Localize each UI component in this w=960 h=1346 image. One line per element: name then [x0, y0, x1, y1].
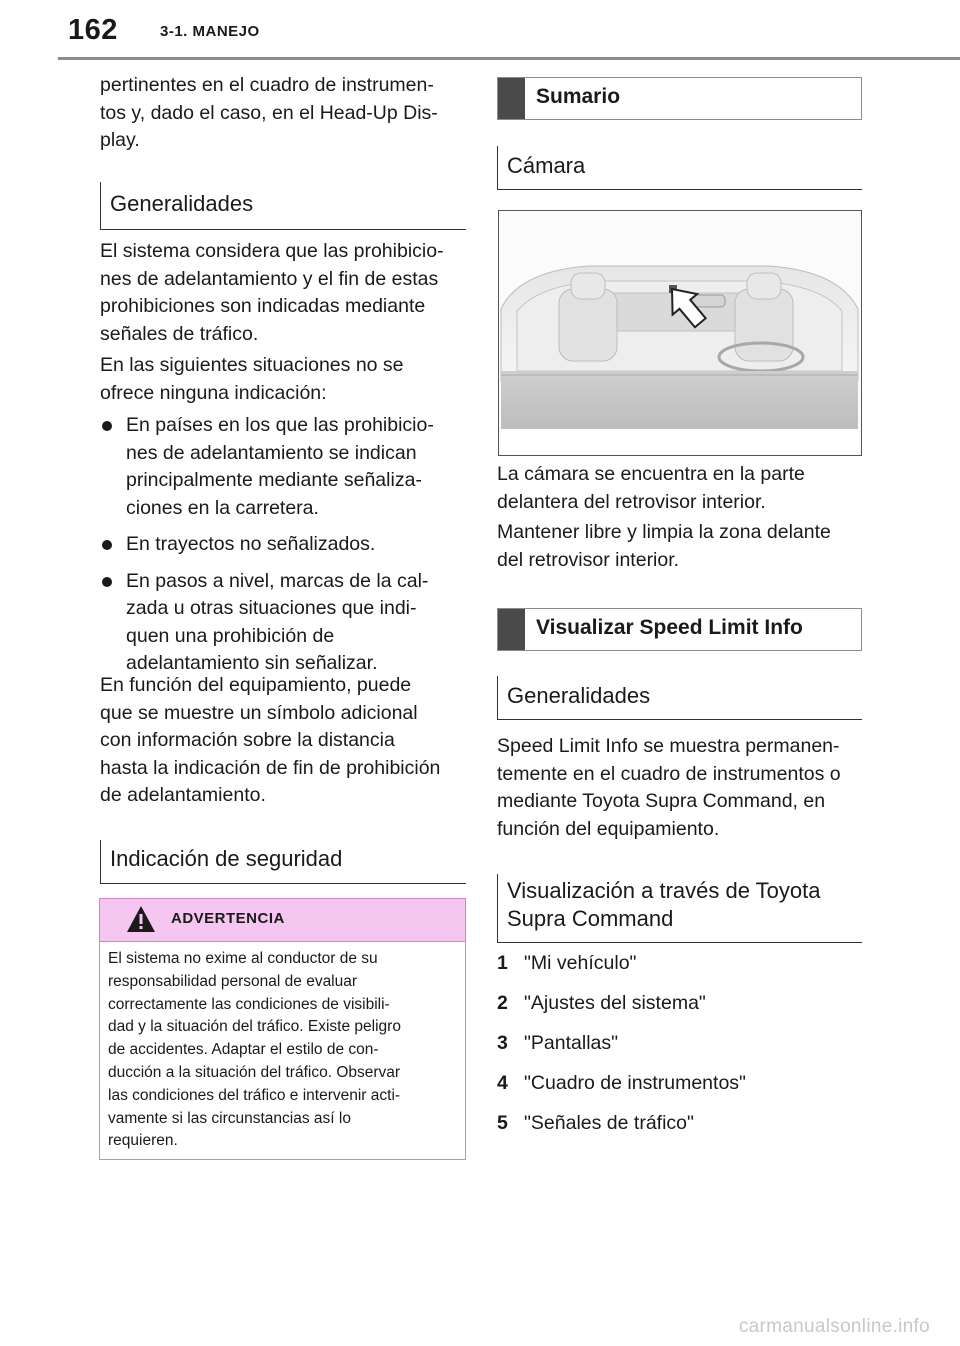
list-item: En países en los que las prohibicio- nes de adelantamiento se indican principalmente mediante señaliza- ciones en la carretera. [100, 412, 466, 522]
bullet-icon [102, 577, 112, 587]
intro-paragraph: pertinentes en el cuadro de instrumen- tos y, dado el caso, en el Head-Up Dis- play. [100, 74, 438, 151]
warning-header [100, 899, 465, 942]
paragraph-equipamiento: En función del equipamiento, puede que se muestre un símbolo adicional con información sobre la distancia hasta la indicación de fin de prohibición de adelantamiento. [100, 674, 441, 806]
watermark: carmanualsonline.info [738, 1316, 930, 1337]
warning-box [99, 898, 466, 1160]
bullet-list [100, 412, 466, 687]
car-interior-illustration [499, 211, 860, 454]
bullet-icon [102, 540, 112, 550]
list-item: 3 "Pantallas" [497, 1032, 619, 1054]
warning-triangle-icon [126, 905, 156, 933]
warning-text: El sistema no exime al conductor de su responsabilidad personal de evaluar correctamente las condiciones de visibili- dad y la situación del tráfico. Existe peligro de accidentes. Adaptar el estilo de con- ducción a la situación del tráfico. Observar las condiciones del tráfico e intervenir acti- vamente si las circunstancias así lo requieren. [108, 950, 401, 1150]
list-item: 1 "Mi vehículo" [497, 952, 637, 974]
paragraph-situaciones: En las siguientes situaciones no se ofrece ninguna indicación: [100, 354, 404, 404]
heading-sumario [497, 77, 862, 120]
list-item: 2 "Ajustes del sistema" [497, 992, 706, 1014]
heading-text: Generalidades [507, 683, 651, 708]
list-item: 5 "Señales de tráfico" [497, 1112, 694, 1134]
paragraph-prohibiciones: El sistema considera que las prohibicio- nes de adelantamiento y el fin de estas prohibiciones son indicadas mediante señales de tráfico. [100, 240, 444, 345]
list-item: 4 "Cuadro de instrumentos" [497, 1072, 746, 1094]
header-divider [58, 57, 960, 60]
list-item: En trayectos no señalizados. [100, 531, 466, 559]
heading-generalidades-left [100, 182, 466, 230]
section-title: 3-1. MANEJO [160, 23, 260, 40]
heading-visualizar [497, 608, 862, 651]
heading-generalidades-right [497, 676, 862, 720]
heading-bar [498, 609, 525, 650]
heading-camara [497, 146, 862, 190]
heading-text: Visualización a través de Toyota Supra Command [507, 878, 821, 931]
paragraph-speed-limit: Speed Limit Info se muestra permanen- temente en el cuadro de instrumentos o mediante Toyota Supra Command, en función del equipamiento. [497, 735, 841, 840]
heading-seguridad [100, 840, 466, 884]
heading-visualizacion-supra [497, 874, 862, 943]
bullet-icon [102, 421, 112, 431]
page-number: 162 [68, 14, 118, 46]
camera-location-image [498, 210, 862, 456]
paragraph-camara-ubicacion: La cámara se encuentra en la parte delantera del retrovisor interior. [497, 463, 805, 513]
warning-title: ADVERTENCIA [171, 910, 285, 927]
paragraph-camara-limpieza: Mantener libre y limpia la zona delante del retrovisor interior. [497, 521, 831, 571]
heading-text: Indicación de seguridad [110, 846, 343, 871]
list-item: En pasos a nivel, marcas de la cal- zada u otras situaciones que indi- quen una prohibición de adelantamiento sin señalizar. [100, 568, 466, 678]
steps-list [497, 950, 863, 1150]
page-header [0, 0, 960, 62]
heading-text: Visualizar Speed Limit Info [536, 616, 803, 639]
heading-text: Sumario [536, 85, 621, 108]
heading-text: Generalidades [110, 191, 254, 216]
heading-bar [498, 78, 525, 119]
heading-text: Cámara [507, 153, 586, 178]
